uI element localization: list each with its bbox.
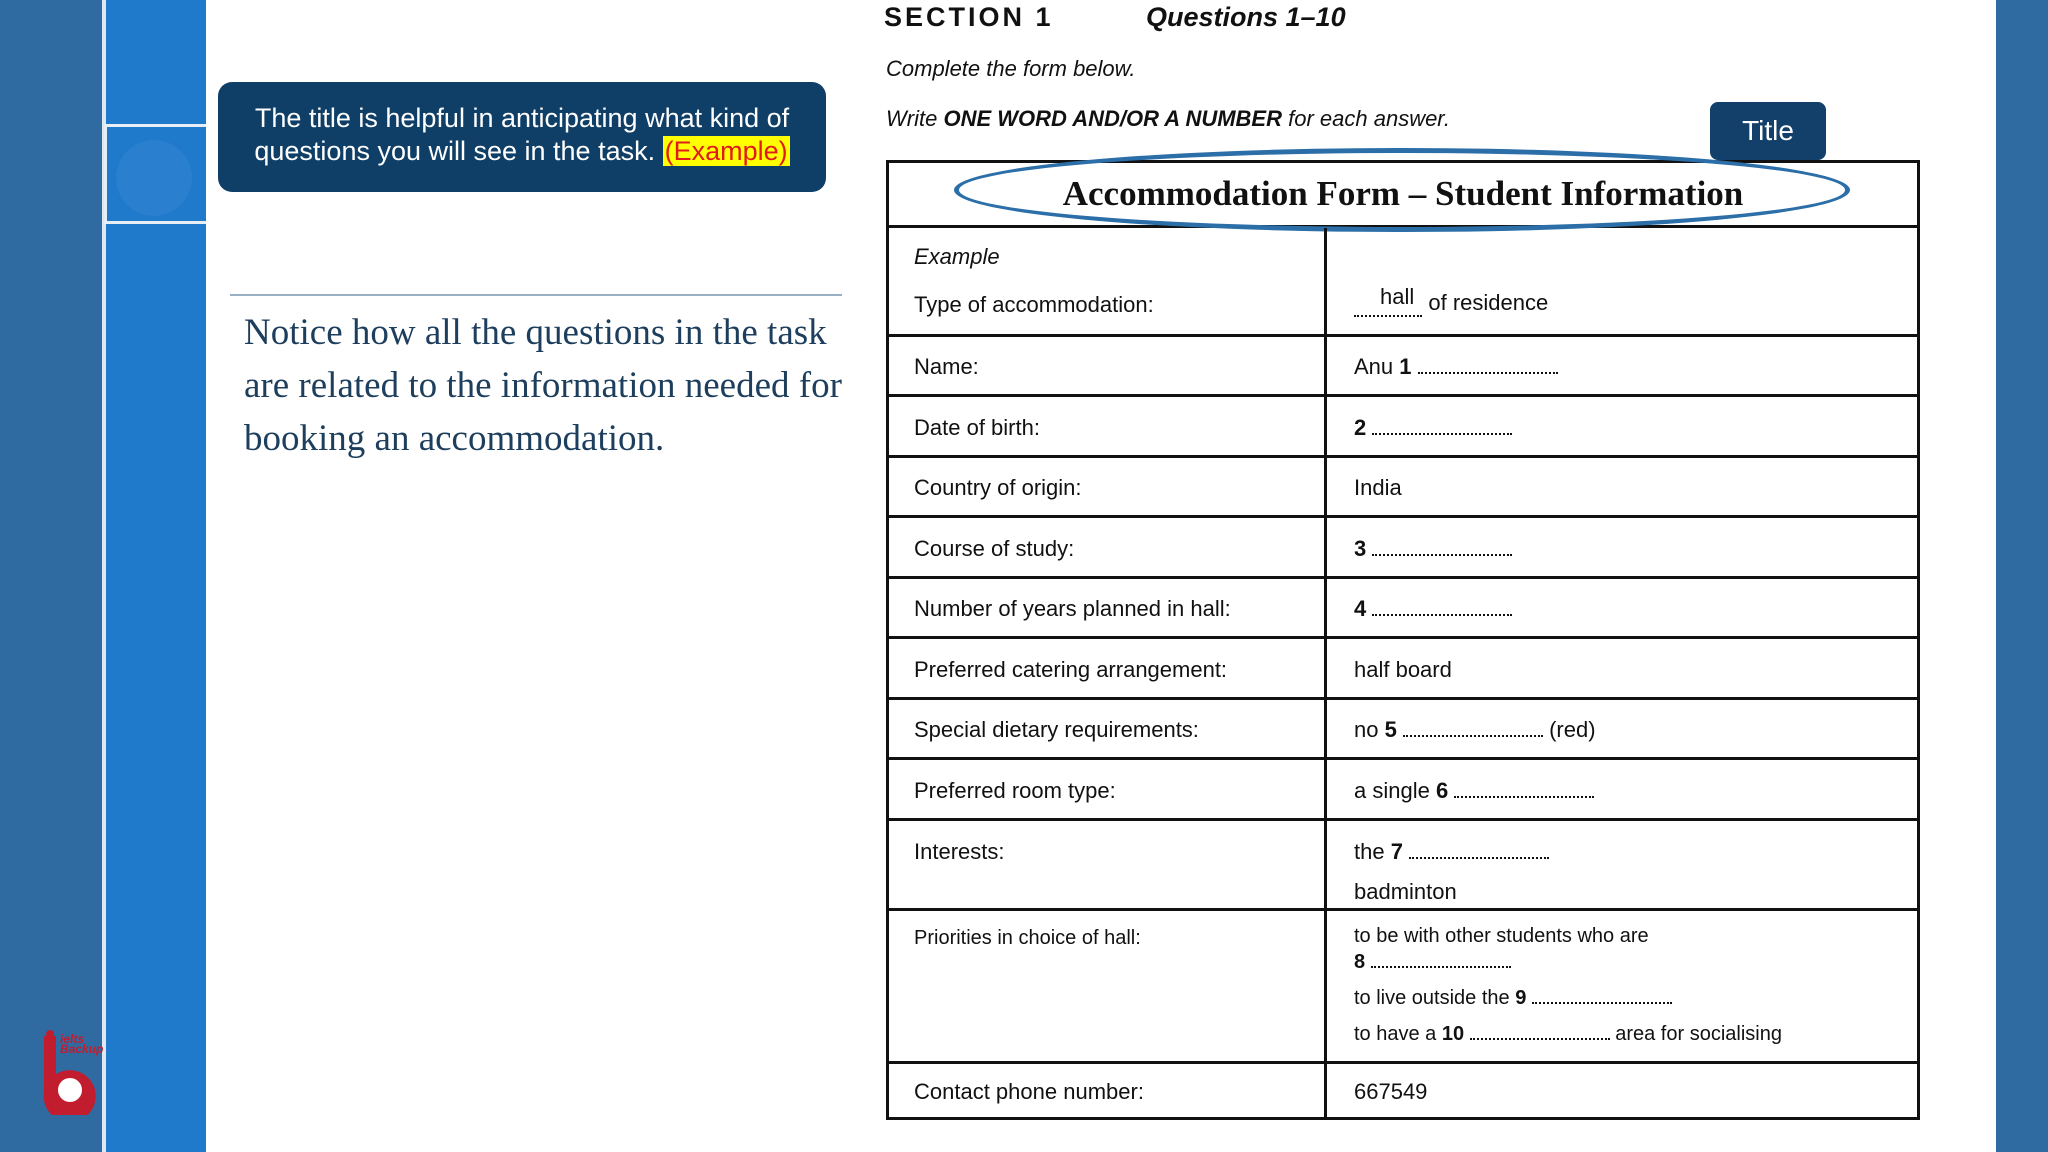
- form-value: [1354, 284, 1549, 316]
- question-number: 1: [1399, 354, 1412, 379]
- question-number: 4: [1354, 596, 1367, 621]
- callout-line2: questions you will see in the task.: [254, 136, 663, 166]
- form-row: [886, 337, 1920, 397]
- form-value: [1354, 1079, 1427, 1105]
- form-label: Preferred room type:: [914, 778, 1116, 803]
- form-value: [1354, 596, 1512, 622]
- form-value-line: [1354, 951, 1511, 974]
- value-text: the: [1354, 839, 1391, 864]
- answer-blank: [1403, 721, 1543, 737]
- form-row: [886, 639, 1920, 700]
- form-row: [886, 1064, 1920, 1120]
- title-highlight-oval: [954, 148, 1850, 232]
- left-accent-bar: [0, 0, 102, 1152]
- form-row: [886, 579, 1920, 639]
- value-suffix: (red): [1549, 717, 1596, 742]
- question-number: 2: [1354, 415, 1367, 440]
- notice-divider: [230, 294, 842, 296]
- question-number: 8: [1354, 951, 1366, 973]
- value-text: no: [1354, 717, 1385, 742]
- value-text: Anu: [1354, 354, 1400, 379]
- form-value: [1354, 778, 1594, 804]
- form-value-line: [1354, 1023, 1782, 1046]
- form-row: [886, 760, 1920, 821]
- circle-icon: [116, 140, 192, 216]
- answer-blank: [1418, 358, 1558, 374]
- form-value: [1354, 657, 1452, 683]
- question-number: 10: [1441, 1023, 1465, 1045]
- question-number: 9: [1515, 987, 1527, 1009]
- logo-text: ielts Backup: [60, 1032, 104, 1056]
- value-text: to live outside the: [1354, 987, 1516, 1009]
- value-suffix: area for socialising: [1615, 1023, 1782, 1045]
- value-text: half board: [1354, 657, 1452, 682]
- answer-blank: [1372, 540, 1512, 556]
- value-text: India: [1354, 475, 1402, 500]
- form-label: Special dietary requirements:: [914, 717, 1199, 742]
- form-row: [886, 911, 1920, 1064]
- answer-blank: [1409, 843, 1549, 859]
- title-badge: Title: [1710, 102, 1826, 160]
- form-label: Country of origin:: [914, 475, 1082, 500]
- answer-blank: [1470, 1024, 1610, 1040]
- callout-line1: The title is helpful in anticipating what kind of: [254, 103, 790, 133]
- example-label: Example: [914, 244, 1000, 269]
- form-row: [886, 700, 1920, 760]
- value-suffix: of residence: [1428, 290, 1549, 315]
- callout-box: [218, 82, 826, 192]
- example-answer: [1354, 284, 1422, 317]
- form-value: [1354, 415, 1512, 441]
- form-value: [1354, 475, 1402, 501]
- right-accent-bar: [1996, 0, 2048, 1152]
- question-number: 6: [1435, 778, 1449, 803]
- instruction-1: Complete the form below.: [886, 56, 1136, 81]
- form-row: [886, 228, 1920, 337]
- question-number: 3: [1354, 536, 1367, 561]
- form-value-line: [1354, 925, 1649, 948]
- form-label: Type of accommodation:: [914, 292, 1154, 317]
- form-row: [886, 397, 1920, 458]
- question-number: 7: [1390, 839, 1403, 864]
- form-label: Number of years planned in hall:: [914, 596, 1231, 621]
- instruction-2: Write ONE WORD AND/OR A NUMBER for each answer.: [886, 106, 1450, 131]
- form-label: Date of birth:: [914, 415, 1040, 440]
- form-row: [886, 458, 1920, 518]
- form-value: [1354, 839, 1549, 865]
- form-label: Contact phone number:: [914, 1079, 1144, 1104]
- form-label: Course of study:: [914, 536, 1075, 561]
- callout-highlight: (Example): [664, 136, 788, 166]
- value-text: 667549: [1354, 1079, 1428, 1104]
- form-row: [886, 821, 1920, 911]
- answer-blank: [1372, 419, 1512, 435]
- form-label: Preferred catering arrangement:: [914, 657, 1228, 682]
- form-title: Accommodation Form – Student Information: [886, 160, 1920, 228]
- answer-blank: [1532, 988, 1672, 1004]
- answer-blank: [1454, 782, 1594, 798]
- form-row: [886, 518, 1920, 579]
- answer-blank: [1371, 952, 1511, 968]
- answer-blank: [1372, 600, 1512, 616]
- questions-heading: Questions 1–10: [1146, 2, 1346, 32]
- value-text: to have a: [1354, 1023, 1442, 1045]
- form-label: Priorities in choice of hall:: [914, 927, 1141, 949]
- form-label: Interests:: [914, 839, 1005, 864]
- form-label: Name:: [914, 354, 979, 379]
- question-number: 5: [1384, 717, 1397, 742]
- interest-value: badminton: [1354, 879, 1457, 904]
- form-value: [1354, 354, 1558, 380]
- value-text: to be with other students who are: [1354, 925, 1649, 947]
- section-heading: SECTION 1: [884, 2, 1054, 32]
- notice-text: Notice how all the questions in the task are related to the information needed for booking an accommodation.: [244, 312, 842, 459]
- example-answer-text: hall: [1380, 284, 1415, 309]
- form-value-line: [1354, 987, 1672, 1010]
- value-text: a single: [1354, 778, 1436, 803]
- form-value: [1354, 717, 1596, 743]
- form-value: [1354, 536, 1512, 562]
